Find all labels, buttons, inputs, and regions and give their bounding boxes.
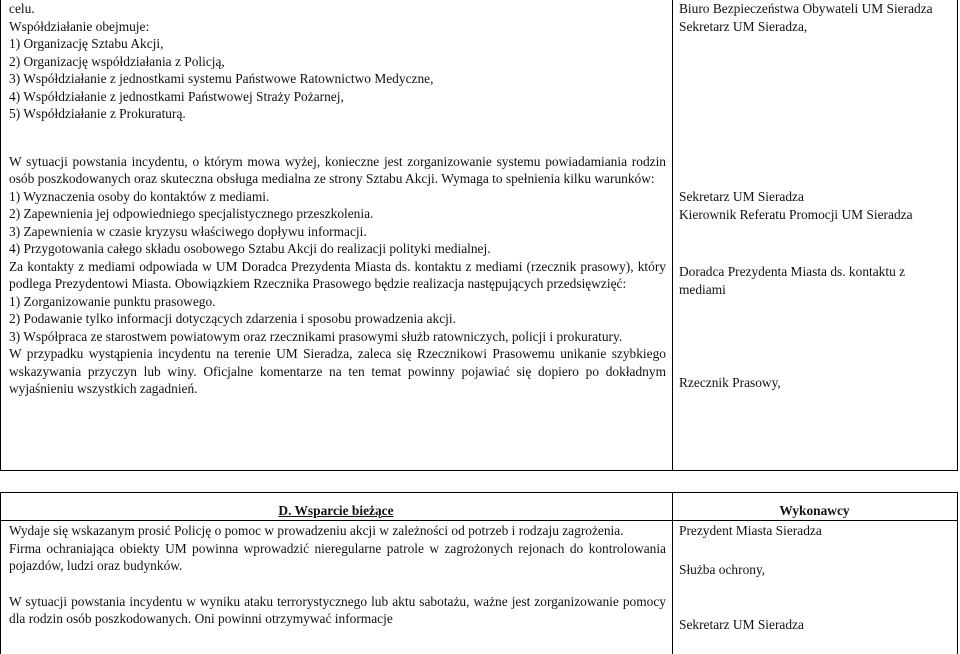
executors-heading-cell (672, 502, 957, 520)
task-item: 2) Podawanie tylko informacji dotyczących zdarzenia i sposobu prowadzenia akcji. (9, 311, 456, 326)
executors-middle (679, 188, 951, 223)
executor-entry: Rzecznik Prasowy, (679, 375, 781, 390)
table-header-line-d (0, 520, 958, 521)
executors-middle-advisor (679, 263, 951, 298)
executor-entry: Kierownik Referatu Promocji UM Sieradza (679, 206, 913, 222)
section-d-executor-1 (679, 522, 951, 540)
intro-line: 5) Współdziałanie z Prokuraturą. (9, 106, 186, 121)
table-border-left (0, 0, 1, 470)
table-bottom-line (0, 470, 958, 471)
table-column-divider (672, 0, 673, 470)
condition-item: 4) Przygotowania całego składu osobowego Sztabu Akcji do realizacji polityki medialnej. (9, 241, 491, 256)
intro-line: 1) Organizację Sztabu Akcji, (9, 36, 164, 51)
executor-entry: Sekretarz UM Sieradza (679, 189, 804, 204)
paragraph-contacts: Za kontakty z mediami odpowiada w UM Doradca Prezydenta Miasta ds. kontaktu z mediami (rzecznik prasowy), który podlega Prezydentowi Miasta. Obowiązkiem Rzecznika Prasowego będzie realizacja następujących przedsięwzięć: (9, 258, 666, 291)
section-d-content (9, 522, 666, 628)
section-d-heading-cell (0, 502, 672, 520)
table-border-right-d (957, 492, 958, 654)
table-border-right (957, 0, 958, 470)
executor-entry: Sekretarz UM Sieradza (679, 617, 804, 632)
executors-top (679, 0, 951, 35)
executors-heading: Wykonawcy (779, 503, 850, 518)
task-item: 1) Zorganizowanie punktu prasowego. (9, 293, 216, 309)
condition-item: 3) Zapewnienia w czasie kryzysu właściwego dopływu informacji. (9, 223, 367, 239)
paragraph-police: Wydaje się wskazanym prosić Policję o pomoc w prowadzeniu akcji w zależności od potrzeb i rodzaju zagrożenia. (9, 523, 624, 538)
executor-entry: Biuro Bezpieczeństwa Obywateli UM Sieradza (679, 1, 933, 16)
intro-line: celu. (9, 1, 35, 16)
paragraph-terrorism: W przypadku wystąpienia incydentu na terenie UM Sieradza, zaleca się Rzecznikowi Prasowemu unikanie szybkiego wskazywania przyczyn lub winy. Oficjalne komentarze na ten temat powinny pojawiać się dopiero po dokładnym wyjaśnieniu wszystkich zagadnień. (9, 346, 666, 396)
section-c-content (9, 0, 666, 398)
intro-line: Współdziałanie obejmuje: (9, 18, 150, 34)
intro-line: 2) Organizację współdziałania z Policją, (9, 53, 225, 69)
section-d-executor-2 (679, 561, 951, 579)
paragraph-attack: W sytuacji powstania incydentu w wyniku ataku terrorystycznego lub aktu sabotażu, ważne jest zorganizowanie pomocy dla rodzin osób poszkodowanych. Oni powinni otrzymywać informacje (9, 593, 666, 626)
executor-entry: Prezydent Miasta Sieradza (679, 523, 822, 538)
paragraph-intro: W sytuacji powstania incydentu, o którym mowa wyżej, konieczne jest zorganizowanie systemu powiadamiania rodzin osób poszkodowanych oraz skuteczna obsługa medialna ze strony Sztabu Akcji. Wymaga to spełnienia kilku warunków: (9, 153, 666, 186)
section-d-heading: D. Wsparcie bieżące (278, 503, 394, 518)
intro-line: 3) Współdziałanie z jednostkami systemu Państwowe Ratownictwo Medyczne, (9, 71, 434, 86)
condition-item: 1) Wyznaczenia osoby do kontaktów z mediami. (9, 188, 270, 204)
paragraph-security: Firma ochraniająca obiekty UM powinna wprowadzić nieregularne patrole w zagrożonych rejonach do kontrolowania pojazdów, ludzi oraz budynków. (9, 540, 666, 573)
intro-line: 4) Współdziałanie z jednostkami Państwowej Straży Pożarnej, (9, 88, 344, 104)
task-item: 3) Współpraca ze starostwem powiatowym oraz rzecznikami prasowymi służb ratowniczych, policji i prokuratury. (9, 328, 623, 344)
section-d-executor-3 (679, 616, 951, 634)
executor-entry: Służba ochrony, (679, 562, 766, 577)
condition-item: 2) Zapewnienia jej odpowiedniego specjalistycznego przeszkolenia. (9, 206, 374, 221)
executor-entry: Doradca Prezydenta Miasta ds. kontaktu z mediami (679, 264, 906, 297)
executors-middle-spokesman (679, 374, 951, 392)
table-top-line-d (0, 492, 958, 493)
executor-entry: Sekretarz UM Sieradza, (679, 18, 808, 34)
